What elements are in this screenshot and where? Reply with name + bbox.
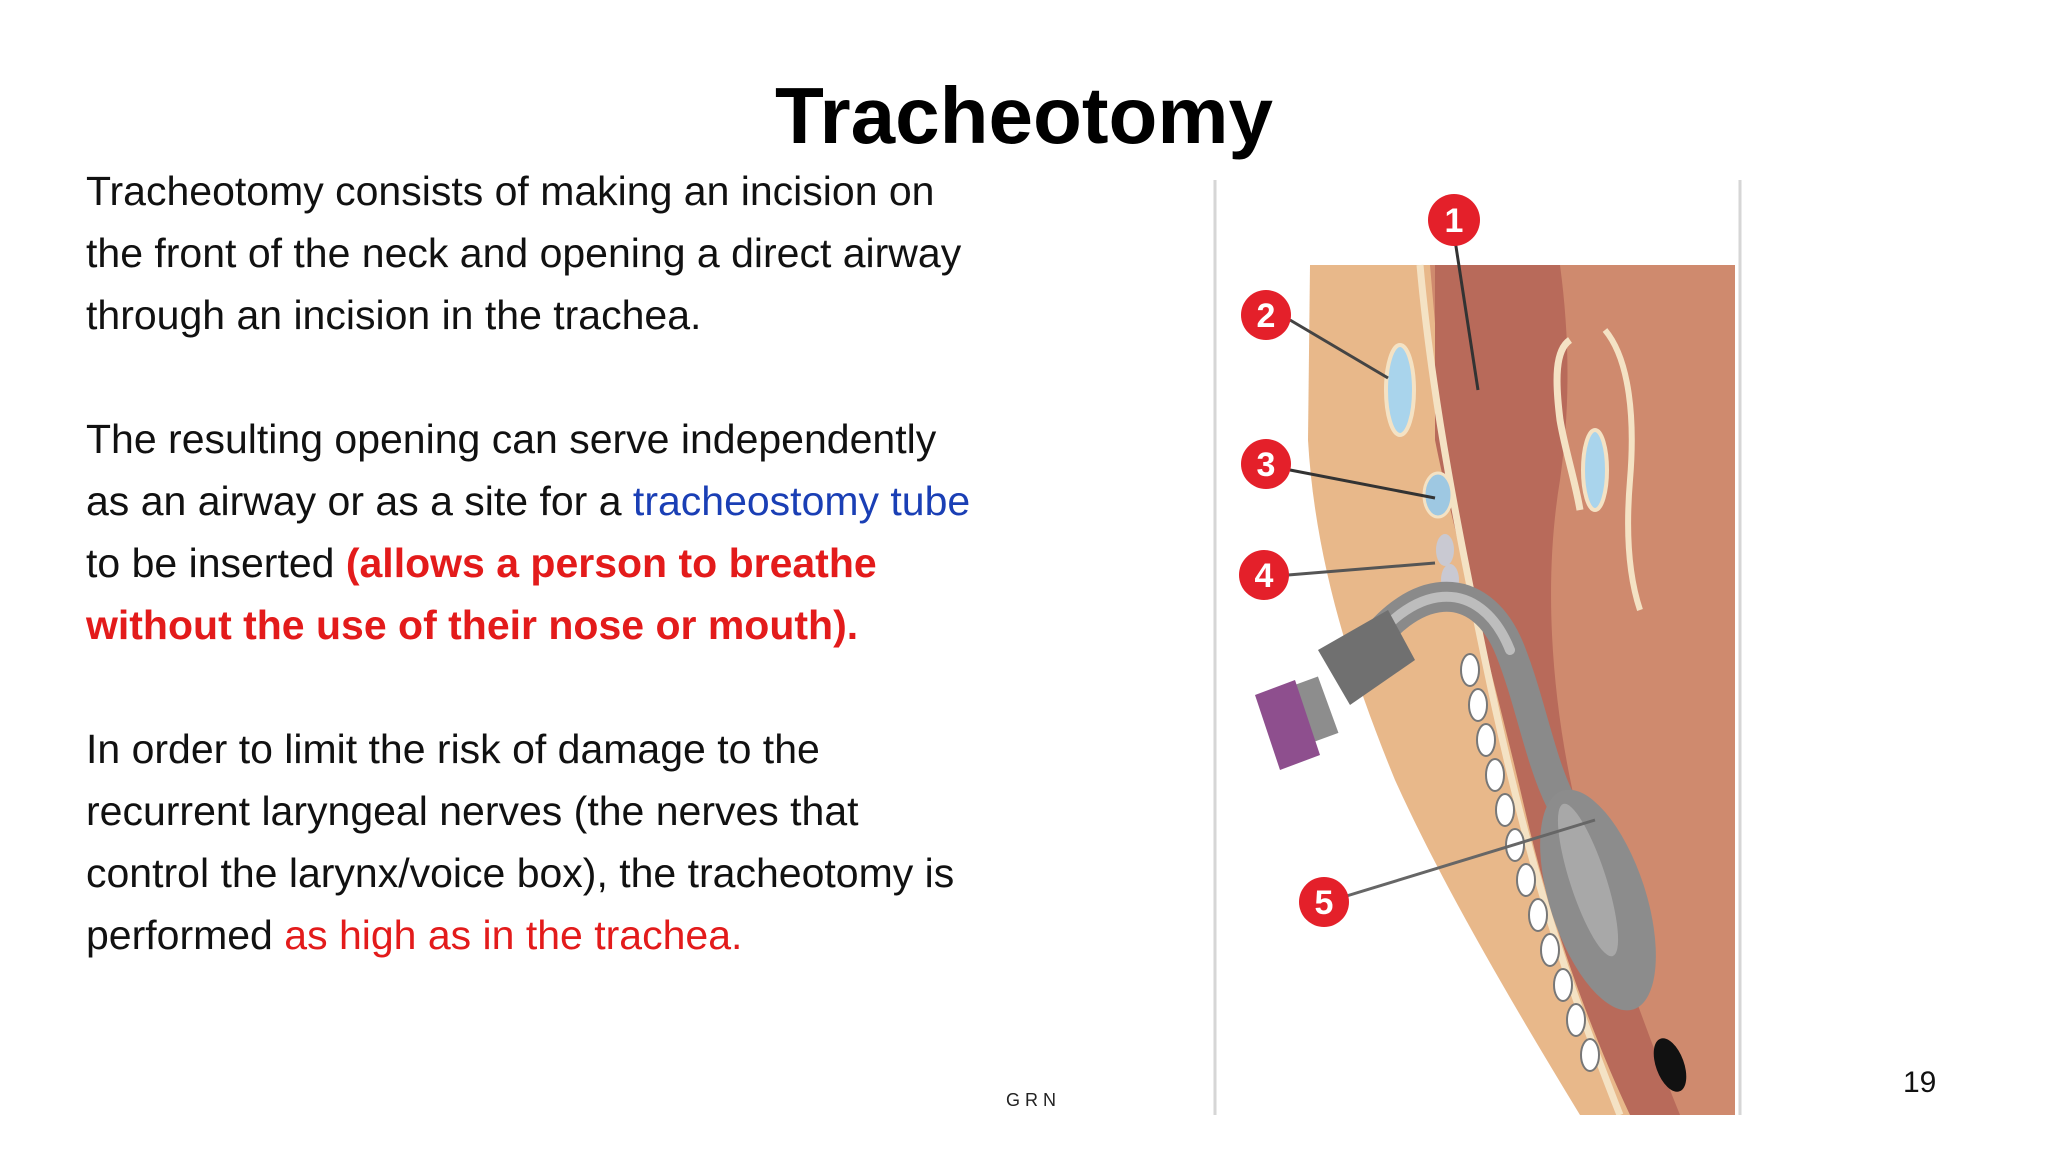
- breathing-emphasis: (allows a person to breathe without the use of their nose or mouth).: [86, 540, 877, 648]
- paragraph-definition: Tracheotomy consists of making an incision on the front of the neck and opening a direct airway through an incision in the trachea.: [86, 168, 962, 338]
- label-4: 4: [1254, 557, 1274, 595]
- tracheostomy-diagram: [1210, 180, 1750, 1115]
- paragraph-opening: [86, 408, 986, 656]
- label-badge-4: [1239, 550, 1289, 600]
- paragraph-nerve-text: In order to limit the risk of damage to the recurrent laryngeal nerves (the nerves that control the larynx/voice box), the tracheotomy is performed: [86, 726, 955, 958]
- tracheostomy-tube-link[interactable]: tracheostomy tube: [632, 478, 971, 524]
- label-badge-3: [1241, 439, 1291, 489]
- slide-title: Tracheotomy: [775, 71, 1273, 160]
- page-number: 19: [1903, 1066, 1937, 1099]
- label-badge-2: [1241, 290, 1291, 340]
- label-1: 1: [1444, 202, 1464, 240]
- paragraph-opening-text: The resulting opening can serve independently as an airway or as a site for a: [86, 416, 937, 524]
- paragraph-opening-text-2: to be inserted: [86, 540, 346, 586]
- label-3: 3: [1256, 446, 1276, 484]
- label-2: 2: [1256, 297, 1276, 335]
- label-badge-1: [1428, 194, 1480, 246]
- slide-body: [86, 160, 986, 966]
- paragraph-nerve-risk: [86, 718, 986, 966]
- footer-author: GRN: [1006, 1090, 1061, 1110]
- label-5: 5: [1314, 884, 1334, 922]
- trachea-height-highlight: as high as in the trachea.: [284, 912, 743, 958]
- label-badge-5: [1299, 877, 1349, 927]
